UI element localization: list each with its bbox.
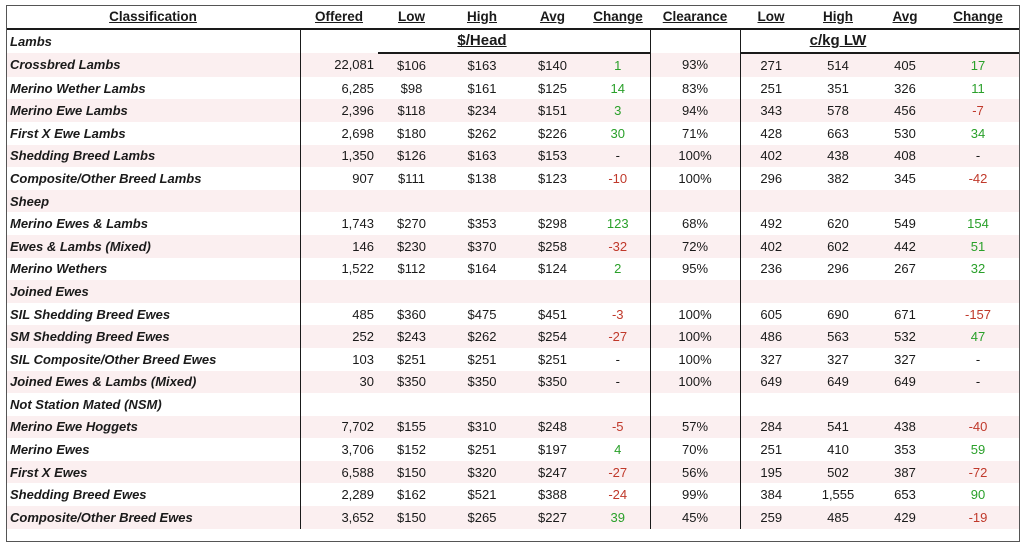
cell-low: $111	[398, 170, 425, 186]
row-classification: Composite/Other Breed Ewes	[6, 506, 300, 529]
table-row	[6, 303, 1020, 326]
row-classification: Ewes & Lambs (Mixed)	[6, 235, 300, 258]
cell-low: $350	[378, 371, 445, 394]
cell-high2: 410	[827, 442, 849, 458]
group-row	[6, 29, 1020, 54]
cell-change: 3	[586, 99, 650, 122]
cell-high: $350	[445, 371, 519, 394]
cell-change: 123	[586, 212, 650, 235]
cell-clearance: 56%	[650, 461, 740, 484]
group-empty-cell	[936, 190, 1020, 213]
cell-change2: 47	[936, 325, 1020, 348]
cell-avg: $124	[538, 261, 567, 277]
cell-high: $164	[467, 261, 497, 277]
group-empty-cell	[650, 190, 740, 213]
cell-avg2: 267	[894, 261, 916, 277]
group-empty-cell	[519, 29, 586, 54]
cell-offered: 103	[300, 348, 378, 371]
cell-low: $98	[400, 80, 423, 96]
cell-clearance: 95%	[650, 258, 740, 281]
cell-offered: 252	[300, 325, 378, 348]
cell-change: 1	[586, 53, 650, 77]
table-row	[6, 371, 1020, 394]
cell-high: $265	[445, 506, 519, 529]
cell-high2: 649	[802, 371, 874, 394]
col-clearance: Clearance	[650, 5, 740, 29]
cell-change: 39	[586, 506, 650, 529]
cell-change2: -40	[936, 416, 1020, 439]
cell-low: $155	[378, 416, 445, 439]
cell-change: -32	[586, 235, 650, 258]
cell-high: $521	[467, 487, 497, 503]
cell-low: $106	[378, 53, 445, 77]
cell-high: $234	[445, 99, 519, 122]
group-empty-cell	[740, 190, 802, 213]
cell-avg: $298	[538, 216, 567, 232]
group-empty-cell	[740, 393, 802, 416]
cell-offered: 2,698	[300, 122, 378, 145]
cell-avg2: 671	[894, 306, 916, 322]
table-row	[6, 325, 1020, 348]
cell-change2: 17	[936, 53, 1020, 77]
cell-change2: -7	[936, 99, 1020, 122]
cell-high2: 296	[827, 261, 849, 277]
cell-change2: 90	[970, 487, 986, 503]
cell-low2: 402	[740, 145, 802, 168]
group-empty-cell	[802, 280, 874, 303]
cell-low2: 251	[760, 442, 783, 458]
cell-clearance: 57%	[650, 416, 740, 439]
cell-change2: 11	[971, 80, 985, 96]
group-empty-cell	[519, 393, 586, 416]
cell-avg: $258	[519, 235, 586, 258]
cell-offered: 30	[300, 371, 378, 394]
cell-high: $320	[445, 461, 519, 484]
group-label: Lambs	[10, 33, 52, 49]
cell-low: $162	[397, 487, 426, 503]
cell-offered: 485	[300, 303, 378, 326]
cell-low2: 486	[740, 325, 802, 348]
cell-low2: 271	[740, 53, 802, 77]
cell-offered: 22,081	[300, 53, 378, 77]
row-classification: SIL Composite/Other Breed Ewes	[10, 351, 217, 367]
cell-low2: 384	[760, 487, 783, 503]
cell-clearance: 72%	[650, 235, 740, 258]
row-classification: Shedding Breed Ewes	[10, 487, 147, 503]
cell-low2: 195	[740, 461, 802, 484]
group-empty-cell	[519, 280, 586, 303]
cell-avg2: 653	[894, 487, 916, 503]
col-change-lw: Change	[936, 5, 1020, 29]
cell-low2: 327	[760, 351, 783, 367]
col-low-head: Low	[378, 5, 445, 29]
group-empty-cell	[874, 190, 936, 213]
col-low-lw: Low	[740, 5, 802, 29]
cell-change: -27	[586, 461, 650, 484]
group-empty-cell	[740, 280, 802, 303]
group-empty-cell	[936, 29, 1020, 54]
table-row	[6, 235, 1020, 258]
col-high-lw: High	[802, 5, 874, 29]
cell-high2: 438	[802, 145, 874, 168]
cell-avg: $247	[519, 461, 586, 484]
cell-low2: 402	[740, 235, 802, 258]
col-avg-lw: Avg	[874, 5, 936, 29]
cell-avg: $153	[519, 145, 586, 168]
cell-avg2: 353	[894, 442, 916, 458]
group-row	[6, 280, 1020, 303]
cell-avg2: 345	[894, 170, 916, 186]
cell-low2: 251	[760, 80, 783, 96]
row-classification: Crossbred Lambs	[6, 53, 300, 77]
group-empty-cell	[445, 280, 519, 303]
cell-avg2: 532	[874, 325, 936, 348]
group-empty-cell	[300, 393, 378, 416]
table-row	[6, 122, 1020, 145]
cell-high2: 602	[802, 235, 874, 258]
cell-low: $152	[397, 442, 426, 458]
group-empty-cell	[802, 190, 874, 213]
group-empty-cell	[936, 280, 1020, 303]
cell-high: $475	[467, 306, 497, 322]
group-empty-cell	[300, 280, 378, 303]
group-empty-cell	[300, 190, 378, 213]
cell-high2: 382	[827, 170, 849, 186]
group-empty-cell	[378, 190, 445, 213]
cell-change2: -	[975, 351, 981, 367]
cell-low2: 605	[760, 306, 783, 322]
col-classification: Classification	[6, 5, 300, 29]
group-empty-cell	[586, 29, 650, 54]
table-row	[6, 167, 1020, 190]
cell-change2: -42	[968, 170, 988, 186]
table-row	[6, 438, 1020, 461]
cell-high: $161	[467, 80, 497, 96]
cell-change: 2	[586, 258, 650, 281]
cell-change: -3	[586, 303, 650, 326]
cell-change2: -	[936, 145, 1020, 168]
cell-clearance: 71%	[650, 122, 740, 145]
cell-avg2: 408	[874, 145, 936, 168]
cell-low: $360	[397, 306, 426, 322]
group-empty-cell	[300, 29, 378, 54]
cell-change2: 34	[970, 125, 986, 141]
cell-change: -	[586, 145, 650, 168]
cell-avg: $248	[519, 416, 586, 439]
cell-avg: $125	[538, 80, 567, 96]
table-row	[6, 77, 1020, 100]
row-classification: Merino Ewes & Lambs	[10, 216, 148, 232]
cell-avg: $227	[519, 506, 586, 529]
cell-high2: 1,555	[821, 487, 855, 503]
group-empty-cell	[740, 29, 802, 54]
cell-avg2: 429	[874, 506, 936, 529]
header-row	[6, 5, 1020, 29]
cell-clearance: 70%	[650, 438, 740, 461]
unit-head-label: $/Head	[445, 29, 519, 54]
row-classification: SM Shedding Breed Ewes	[6, 325, 300, 348]
cell-change2: 32	[970, 261, 986, 277]
cell-change2: 154	[967, 216, 989, 232]
row-classification: Merino Wethers	[10, 261, 108, 277]
cell-low: $126	[378, 145, 445, 168]
cell-offered: 1,743	[300, 212, 378, 235]
cell-change: -	[586, 348, 650, 371]
cell-low: $118	[378, 99, 445, 122]
col-high-head: High	[445, 5, 519, 29]
cell-clearance: 100%	[650, 371, 740, 394]
cell-change2: -19	[936, 506, 1020, 529]
cell-low2: 284	[740, 416, 802, 439]
cell-high2: 578	[802, 99, 874, 122]
group-empty-cell	[650, 393, 740, 416]
cell-low: $180	[397, 125, 426, 141]
table-row	[6, 53, 1020, 77]
cell-clearance: 83%	[650, 77, 740, 100]
cell-high: $163	[445, 53, 519, 77]
cell-avg2: 405	[874, 53, 936, 77]
cell-change: -24	[586, 483, 650, 506]
cell-avg2: 549	[894, 216, 916, 232]
table-row	[6, 506, 1020, 529]
cell-change: 4	[586, 438, 650, 461]
row-classification: Merino Wether Lambs	[10, 80, 146, 96]
row-classification: SIL Shedding Breed Ewes	[10, 306, 171, 322]
col-offered: Offered	[300, 5, 378, 29]
sheep-sale-table	[6, 5, 1020, 529]
col-avg-head: Avg	[519, 5, 586, 29]
group-label: Sheep	[6, 190, 300, 213]
table-row	[6, 258, 1020, 281]
cell-low2: 236	[760, 261, 783, 277]
table-row	[6, 416, 1020, 439]
cell-high: $251	[467, 351, 497, 367]
group-empty-cell	[445, 393, 519, 416]
cell-avg2: 387	[874, 461, 936, 484]
cell-low2: 492	[760, 216, 783, 232]
cell-clearance: 93%	[650, 53, 740, 77]
cell-low2: 296	[760, 170, 783, 186]
group-empty-cell	[936, 393, 1020, 416]
cell-avg2: 456	[874, 99, 936, 122]
row-classification: Shedding Breed Lambs	[6, 145, 300, 168]
row-classification: Joined Ewes & Lambs (Mixed)	[6, 371, 300, 394]
cell-change2: -157	[964, 306, 992, 322]
group-label: Joined Ewes	[6, 280, 300, 303]
table-row	[6, 461, 1020, 484]
group-row	[6, 393, 1020, 416]
cell-clearance: 100%	[650, 167, 740, 190]
cell-avg: $197	[538, 442, 567, 458]
cell-high2: 485	[802, 506, 874, 529]
cell-low: $112	[397, 261, 426, 277]
cell-clearance: 100%	[650, 145, 740, 168]
cell-low2: 343	[740, 99, 802, 122]
cell-avg: $140	[519, 53, 586, 77]
table-row	[6, 212, 1020, 235]
cell-clearance: 100%	[650, 325, 740, 348]
cell-change2: 51	[936, 235, 1020, 258]
row-classification: First X Ewe Lambs	[10, 125, 126, 141]
table-row	[6, 145, 1020, 168]
cell-avg2: 327	[894, 351, 916, 367]
cell-low2: 428	[760, 125, 783, 141]
group-empty-cell	[586, 190, 650, 213]
cell-offered: 3,706	[300, 438, 378, 461]
group-empty-cell	[874, 393, 936, 416]
group-empty-cell	[586, 393, 650, 416]
cell-avg: $123	[538, 170, 567, 186]
cell-avg2: 530	[894, 125, 916, 141]
group-empty-cell	[802, 393, 874, 416]
cell-change: -27	[586, 325, 650, 348]
group-empty-cell	[874, 280, 936, 303]
cell-avg: $251	[538, 351, 567, 367]
cell-change2: -	[936, 371, 1020, 394]
table-row	[6, 483, 1020, 506]
cell-low: $230	[378, 235, 445, 258]
cell-low: $270	[397, 216, 426, 232]
cell-clearance: 68%	[650, 212, 740, 235]
group-empty-cell	[650, 280, 740, 303]
row-classification: Composite/Other Breed Lambs	[10, 170, 202, 186]
cell-low: $243	[378, 325, 445, 348]
table-row	[6, 99, 1020, 122]
cell-high2: 563	[802, 325, 874, 348]
cell-avg2: 649	[874, 371, 936, 394]
cell-change: -10	[586, 167, 650, 190]
cell-high: $251	[467, 442, 497, 458]
cell-offered: 2,289	[300, 483, 378, 506]
row-classification: Merino Ewe Lambs	[6, 99, 300, 122]
cell-offered: 1,522	[300, 258, 378, 281]
group-empty-cell	[650, 29, 740, 54]
cell-avg2: 438	[874, 416, 936, 439]
cell-low: $150	[378, 506, 445, 529]
cell-offered: 6,588	[300, 461, 378, 484]
cell-avg: $350	[519, 371, 586, 394]
cell-low: $150	[378, 461, 445, 484]
cell-offered: 6,285	[300, 77, 378, 100]
group-empty-cell	[586, 280, 650, 303]
unit-lw-label: c/kg LW	[802, 29, 874, 54]
cell-change2: 59	[970, 442, 986, 458]
cell-change: -	[586, 371, 650, 394]
group-empty-cell	[378, 280, 445, 303]
table-row	[6, 348, 1020, 371]
table-body	[6, 29, 1020, 529]
cell-clearance: 100%	[650, 303, 740, 326]
cell-high: $370	[445, 235, 519, 258]
cell-offered: 3,652	[300, 506, 378, 529]
row-classification: First X Ewes	[6, 461, 300, 484]
col-change-head: Change	[586, 5, 650, 29]
cell-high: $262	[467, 125, 497, 141]
cell-offered: 146	[300, 235, 378, 258]
cell-high: $262	[445, 325, 519, 348]
cell-high: $138	[467, 170, 497, 186]
group-row	[6, 190, 1020, 213]
cell-offered: 2,396	[300, 99, 378, 122]
cell-avg: $451	[538, 306, 567, 322]
cell-change: -5	[586, 416, 650, 439]
cell-avg: $254	[519, 325, 586, 348]
cell-avg: $151	[519, 99, 586, 122]
cell-high2: 663	[827, 125, 849, 141]
row-classification: Merino Ewe Hoggets	[6, 416, 300, 439]
cell-high2: 351	[827, 80, 849, 96]
group-empty-cell	[378, 29, 445, 54]
cell-avg2: 326	[894, 80, 916, 96]
row-classification: Merino Ewes	[10, 442, 90, 458]
cell-clearance: 100%	[650, 348, 740, 371]
cell-low2: 649	[740, 371, 802, 394]
cell-avg2: 442	[874, 235, 936, 258]
group-empty-cell	[519, 190, 586, 213]
cell-avg: $388	[538, 487, 567, 503]
group-empty-cell	[874, 29, 936, 54]
cell-high2: 541	[802, 416, 874, 439]
cell-high2: 327	[827, 351, 849, 367]
cell-low2: 259	[740, 506, 802, 529]
cell-high: $163	[445, 145, 519, 168]
cell-clearance: 94%	[650, 99, 740, 122]
group-empty-cell	[378, 393, 445, 416]
cell-change2: -72	[936, 461, 1020, 484]
cell-clearance: 45%	[650, 506, 740, 529]
cell-low: $251	[397, 351, 426, 367]
group-empty-cell	[445, 190, 519, 213]
cell-change: 30	[586, 122, 650, 145]
cell-high2: 514	[802, 53, 874, 77]
cell-offered: 7,702	[300, 416, 378, 439]
cell-high: $310	[445, 416, 519, 439]
cell-change: 14	[586, 77, 650, 100]
cell-clearance: 99%	[650, 483, 740, 506]
cell-high2: 620	[827, 216, 849, 232]
group-label: Not Station Mated (NSM)	[10, 396, 162, 412]
cell-offered: 1,350	[300, 145, 378, 168]
cell-avg: $226	[538, 125, 567, 141]
cell-high: $353	[467, 216, 497, 232]
cell-high2: 502	[802, 461, 874, 484]
cell-high2: 690	[827, 306, 849, 322]
cell-offered: 907	[300, 167, 378, 190]
